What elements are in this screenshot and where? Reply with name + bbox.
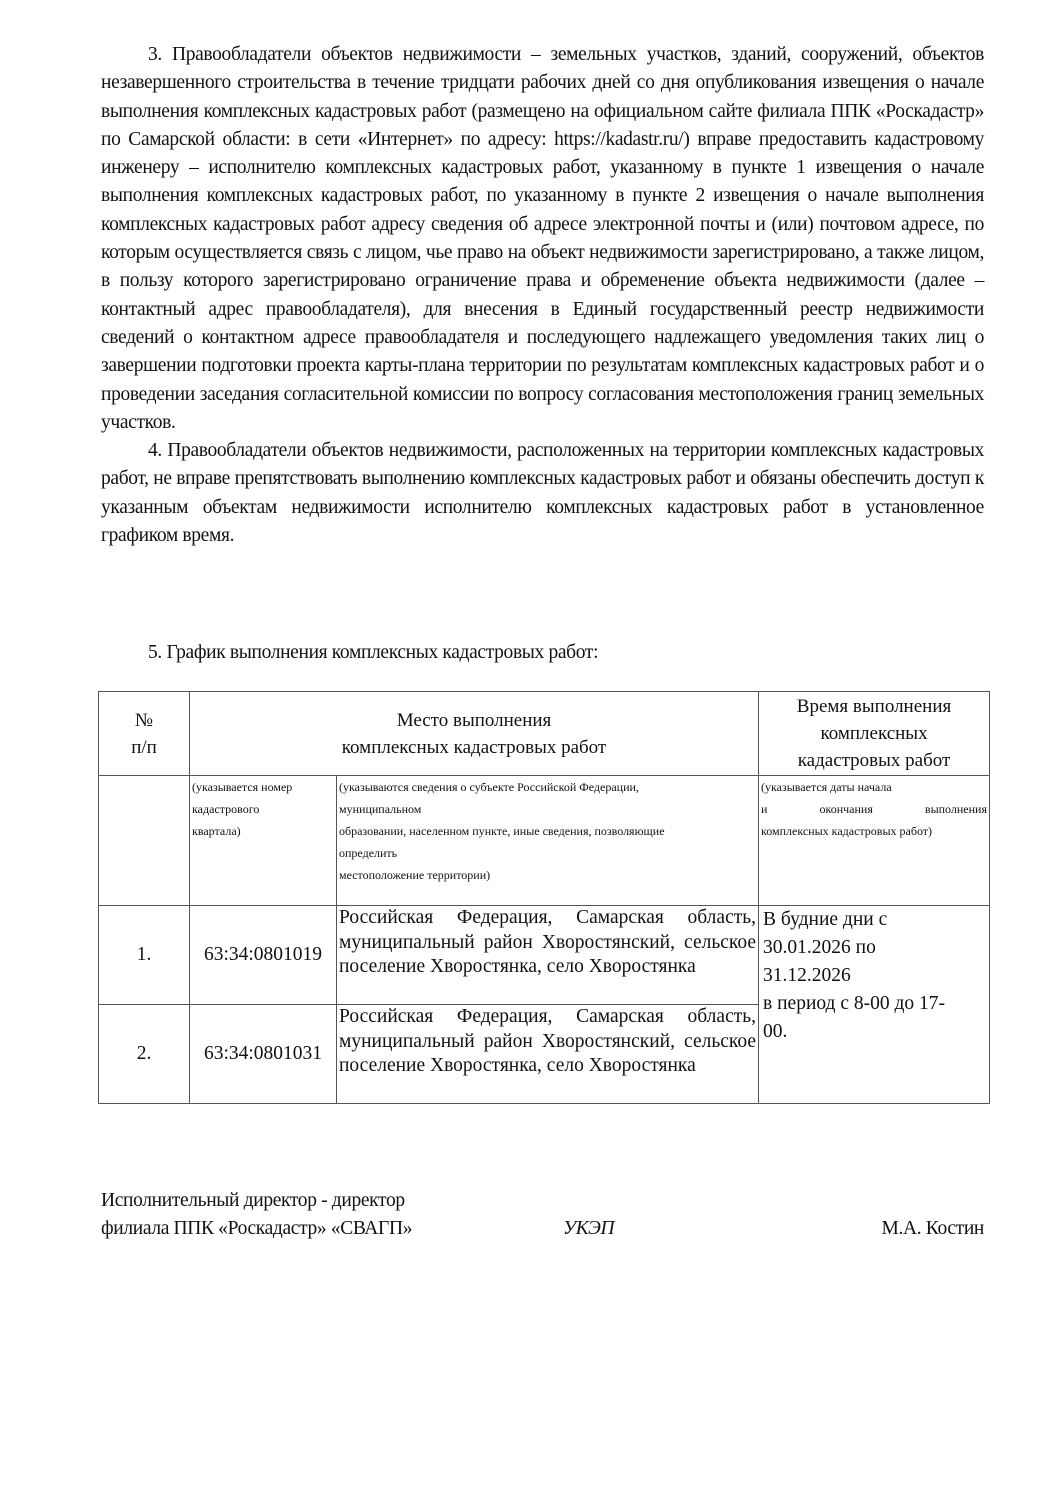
- subheader-kadastr-line: квартала): [192, 824, 241, 838]
- subheader-place-line: (указываются сведения о субъекте Российской Федерации,: [339, 780, 639, 794]
- row-kadastr-number: 63:34:0801031: [190, 1005, 337, 1104]
- subheader-time: [759, 776, 990, 906]
- header-time-line1: Время выполнения: [796, 696, 952, 717]
- row-number: 2.: [99, 1005, 190, 1104]
- row-address: Российская Федерация, Самарская область, муниципальный район Хворостянский, сельское поселение Хворостянка, село Хворостянка: [337, 906, 759, 1005]
- schedule-title: 5. График выполнения комплексных кадастровых работ:: [148, 642, 599, 663]
- header-place-line1: Место выполнения: [396, 709, 552, 731]
- subheader-time-line: [761, 798, 987, 820]
- row-kadastr-number: 63:34:0801019: [190, 906, 337, 1005]
- header-place: [190, 692, 759, 776]
- subheader-empty: [99, 776, 190, 906]
- header-time-line2: комплексных: [820, 723, 928, 744]
- header-time: [759, 692, 990, 776]
- subheader-place-line: муниципальном: [339, 802, 422, 816]
- subheader-time-line: комплексных кадастровых работ): [761, 824, 933, 838]
- header-place-line2: комплексных кадастровых работ: [341, 736, 607, 758]
- electronic-signature-mark: УКЭП: [563, 1218, 615, 1239]
- header-time-line3: кадастровых работ: [797, 750, 951, 771]
- paragraph-4: 4. Правообладатели объектов недвижимости, расположенных на территории комплексных кадастровых работ, не вправе препятствовать выполнению комплексных кадастровых работ и обязаны обеспечить доступ к указанным объектам недвижимости исполнителю комплексных кадастровых работ в установленное графиком время.: [101, 440, 984, 547]
- subheader-place-line: образовании, населенном пункте, иные сведения, позволяющие: [339, 824, 665, 838]
- signatory-position-line1: Исполнительный директор - директор: [101, 1190, 405, 1211]
- time-line: В будние дни с: [763, 909, 888, 930]
- row-time: [759, 906, 990, 1104]
- time-line: 00.: [763, 1021, 788, 1042]
- header-num-label: п/п: [131, 736, 157, 758]
- subheader-time-word: и: [761, 802, 768, 816]
- table-header-row: [99, 692, 990, 776]
- schedule-table: [98, 691, 990, 1104]
- subheader-place: [337, 776, 759, 906]
- time-line: 30.01.2026 по: [763, 937, 876, 958]
- subheader-time-word: окончания: [819, 802, 873, 816]
- table-subheader-row: [99, 776, 990, 906]
- time-line: в период с 8-00 до 17-: [763, 993, 946, 1014]
- signatory-position-line2: филиала ППК «Роскадастр» «СВАГП»: [101, 1217, 413, 1239]
- body-text: [101, 41, 984, 550]
- subheader-kadastr-line: кадастрового: [192, 802, 260, 816]
- subheader-place-line: местоположение территории): [339, 868, 491, 882]
- header-num-symbol: №: [134, 709, 154, 731]
- paragraph-3: 3. Правообладатели объектов недвижимости – земельных участков, зданий, сооружений, объектов незавершенного строительства в течение тридцати рабочих дней со дня опубликования извещения о начале выполнения комплексных кадастровых работ (размещено на официальном сайте филиала ППК «Роскадастр» по Самарской области: в сети «Интернет» по адресу: https://kadastr.ru/) вправе предоставить кадастровому инженеру – исполнителю комплексных кадастровых работ, указанному в пункте 1 извещения о начале выполнения комплексных кадастровых работ, по указанному в пункте 2 извещения о начале выполнения комплексных кадастровых работ адресу сведения об адресе электронной почты и (или) почтовом адресе, по которым осуществляется связь с лицом, чье право на объект недвижимости зарегистрировано, а также лицом, в пользу которого зарегистрировано ограничение права и обременение объекта недвижимости (далее – контактный адрес правообладателя), для внесения в Единый государственный реестр недвижимости сведений о контактном адресе правообладателя и последующего надлежащего уведомления таких лиц о завершении подготовки проекта карты-плана территории по результатам комплексных кадастровых работ и о проведении заседания согласительной комиссии по вопросу согласования местоположения границ земельных участков.: [101, 44, 984, 433]
- row-address: Российская Федерация, Самарская область, муниципальный район Хворостянский, сельское поселение Хворостянка, село Хворостянка: [337, 1005, 759, 1104]
- signatory-name: М.А. Костин: [881, 1218, 984, 1239]
- subheader-kadastr: [190, 776, 337, 906]
- signatory-position: [101, 1187, 412, 1242]
- row-number: 1.: [99, 906, 190, 1005]
- time-line: 31.12.2026: [763, 965, 851, 986]
- subheader-time-word: выполнения: [924, 802, 987, 816]
- table-row: [99, 906, 990, 1005]
- subheader-kadastr-line: (указывается номер: [192, 780, 293, 794]
- header-num: [99, 692, 190, 776]
- subheader-place-line: определить: [339, 846, 398, 860]
- subheader-time-line: (указывается даты начала: [761, 780, 892, 794]
